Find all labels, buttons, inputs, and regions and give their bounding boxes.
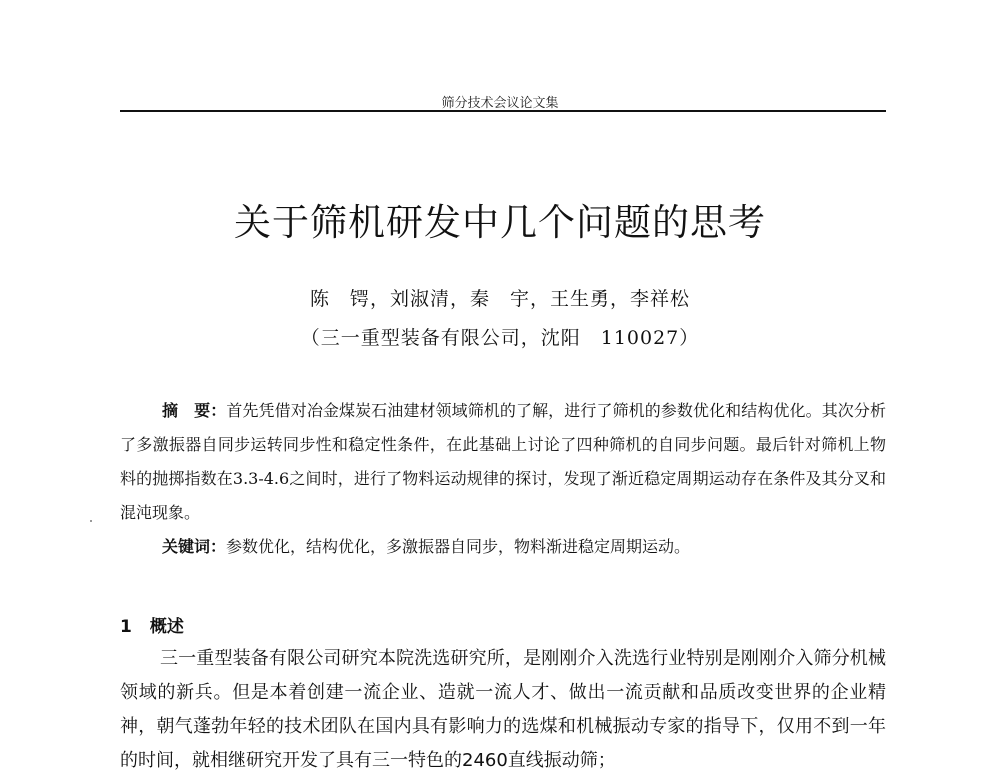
section-body-text: 三一重型装备有限公司研究本院洗选研究所，是刚刚介入洗选行业特别是刚刚介入筛分机械领域的新兵。但是本着创建一流企业、造就一流人才、做出一流贡献和品质改变世界的企业精神，朝气蓬勃年轻的技术团队在国内具有影响力的选煤和机械振动专家的指导下，仅用不到一年的时间，就相继研究开发了具有三一特色的2460直线振动筛； <box>120 648 886 771</box>
abstract <box>120 394 886 530</box>
keywords-text: 参数优化，结构优化，多激振器自同步，物料渐进稳定周期运动。 <box>226 537 691 556</box>
affiliation: （三一重型装备有限公司，沈阳 110027） <box>300 327 700 349</box>
running-header: 筛分技术会议论文集 <box>441 96 559 111</box>
header-rule <box>120 110 886 112</box>
section-heading <box>120 612 184 637</box>
section-title: 概述 <box>149 617 184 637</box>
abstract-text: 首先凭借对冶金煤炭石油建材领域筛机的了解，进行了筛机的参数优化和结构优化。其次分析了多激振器自同步运转同步性和稳定性条件，在此基础上讨论了四种筛机的自同步问题。最后针对筛机上物料的抛掷指数在3.3-4.6之间时，进行了物料运动规律的探讨，发现了渐近稳定周期运动存在条件及其分叉和混沌现象。 <box>120 401 886 522</box>
abstract-label: 摘 要： <box>162 401 227 420</box>
keywords <box>120 530 886 564</box>
section-number: 1 <box>120 617 132 637</box>
keywords-label: 关键词： <box>162 537 227 556</box>
margin-mark <box>90 520 92 522</box>
author-list: 陈 锷，刘淑清，秦 宇，王生勇，李祥松 <box>309 288 690 310</box>
paper-title: 关于筛机研发中几个问题的思考 <box>234 201 766 244</box>
